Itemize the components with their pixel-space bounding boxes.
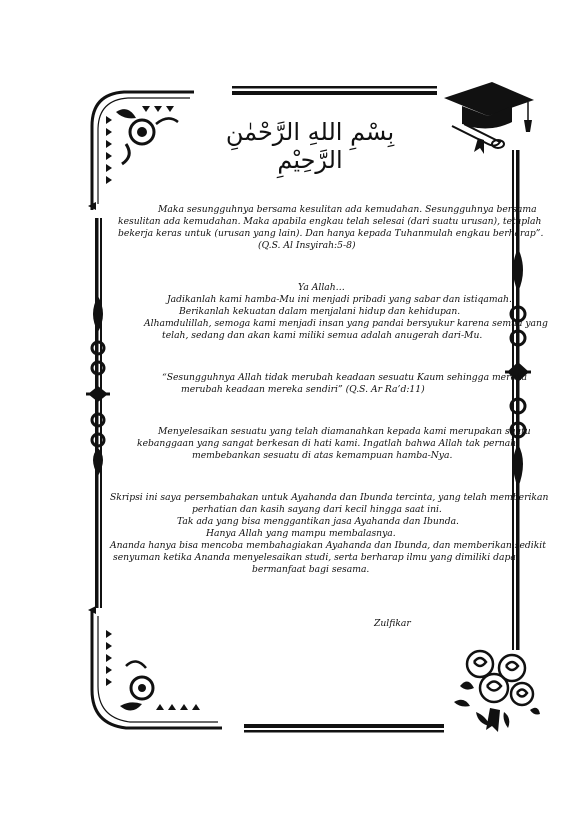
paragraph-line: membebankan sesuatu di atas kemampuan hamba-Nya. — [192, 450, 453, 461]
dedication-line: bermanfaat bagi sesama. — [252, 564, 370, 575]
paragraph-line: Menyelesaikan sesuatu yang telah diamanahkan kepada kami merupakan suatu — [158, 426, 531, 437]
bottom-border-rule — [244, 724, 444, 734]
quote-line: merubah keadaan mereka sendiri” (Q.S. Ar Ra’d:11) — [181, 384, 425, 395]
dedication-line: Tak ada yang bisa menggantikan jasa Ayahanda dan Ibunda. — [177, 516, 459, 527]
graduation-cap-icon — [440, 76, 536, 156]
quote-line: Maka sesungguhnya bersama kesulitan ada kemudahan. Sesungguhnya bersama — [158, 204, 537, 215]
top-border-rule — [232, 86, 437, 96]
roses-bouquet-icon — [450, 646, 542, 734]
dedication-line: perhatian dan kasih sayang dari kecil hingga saat ini. — [192, 504, 442, 515]
paragraph-line: kebanggaan yang sangat berkesan di hati kami. Ingatlah bahwa Allah tak pernah — [137, 438, 517, 449]
prayer-line: Berikanlah kekuatan dalam menjalani hidup dan kehidupan. — [179, 306, 461, 317]
quote-line: “Sesungguhnya Allah tidak merubah keadaan sesuatu Kaum sehingga mereka — [162, 372, 527, 383]
dedication-line: Hanya Allah yang mampu membalasnya. — [206, 528, 396, 539]
dedication-line: Ananda hanya bisa mencoba membahagiakan Ayahanda dan Ibunda, dan memberikan sedikit — [110, 540, 546, 551]
quote-reference: (Q.S. Al Insyirah:5-8) — [258, 240, 356, 251]
bottom-left-corner-ornament — [86, 606, 226, 736]
prayer-line: telah, sedang dan akan kami miliki semua adalah anugerah dari-Mu. — [162, 330, 483, 341]
prayer-line: Alhamdulillah, semoga kami menjadi insan yang pandai bersyukur karena semua yang — [144, 318, 548, 329]
basmala-calligraphy: بِسْمِ اللهِ الرَّحْمٰنِ الرَّحِيْمِ — [225, 118, 395, 174]
quote-line: kesulitan ada kemudahan. Maka apabila engkau telah selesai (dari suatu urusan), tetaplah — [118, 216, 542, 227]
dedication-line: senyuman ketika Ananda menyelesaikan studi, serta berharap ilmu yang dimiliki dapat — [113, 552, 520, 563]
right-side-flourish-ornament — [504, 248, 532, 488]
signature-name: Zulfikar — [374, 618, 411, 629]
left-side-flourish-ornament — [84, 296, 112, 476]
dedication-line: Skripsi ini saya persembahakan untuk Ayahanda dan Ibunda tercinta, yang telah memberikan — [110, 492, 549, 503]
prayer-line: Ya Allah… — [298, 282, 345, 293]
top-left-corner-ornament — [86, 84, 198, 214]
prayer-line: Jadikanlah kami hamba-Mu ini menjadi pribadi yang sabar dan istiqamah. — [167, 294, 512, 305]
quote-line: bekerja keras untuk (urusan yang lain). Dan hanya kepada Tuhanmulah engkau berharap”. — [118, 228, 544, 239]
